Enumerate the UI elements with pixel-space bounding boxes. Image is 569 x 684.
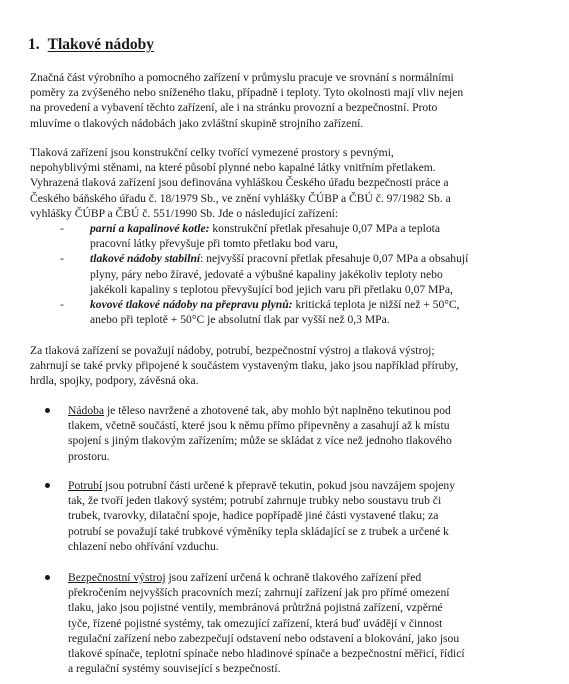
- intro-line: poměry za zvýšeného nebo sníženého tlaku, případně i teploty. Tyto okolnosti mají vliv nejen: [30, 86, 464, 100]
- component-text: chlazení nebo ohřívání vzduchu.: [68, 539, 219, 553]
- section-heading: [28, 36, 154, 54]
- device-type-term: parní a kapalinové kotle:: [90, 222, 210, 235]
- device-type-term: kovové tlakové nádoby na přepravu plynů:: [90, 298, 293, 312]
- device-type-list: [60, 221, 530, 327]
- device-type-text: anebo při teplotě + 50°C je absolutní tlak par vyšší než 0,3 MPa.: [90, 313, 390, 327]
- component-term: Nádoba: [68, 404, 105, 417]
- device-type-text: kritická teplota je nižší než + 50°C,: [292, 298, 460, 312]
- bullet-dot: [45, 575, 50, 580]
- device-type-item: [60, 251, 530, 297]
- definition-paragraph: [30, 145, 550, 221]
- definition-line: Vyhrazená tlaková zařízení jsou definována vyhláškou Českého úřadu bezpečnosti práce a: [30, 176, 449, 190]
- component-text: tlakem, včetně součástí, které jsou k němu přímo připevněny a zasahují až k místu: [68, 419, 450, 433]
- component-term: Potrubí: [68, 479, 103, 492]
- intro-paragraph: [30, 70, 550, 131]
- component-item-bezpecnostni-vystroj: [45, 570, 545, 676]
- component-text: prostoru.: [68, 449, 110, 463]
- dash-marker: -: [60, 222, 64, 235]
- component-text: tlaku, jako jsou pojistné ventily, membránová průtržná pojistná zařízení, vzpěrné: [68, 601, 443, 615]
- component-text: trubek, tvarovky, dilatační spoje, hadice popřípadě jiné části vystavené tlaku; za: [68, 509, 439, 523]
- device-type-text: jakékoli kapaliny s teplotou převyšující bod jejich varu při přetlaku 0,07 MPa,: [90, 282, 453, 296]
- component-text: tlakové spínače, teplotní spínače nebo hladinové spínače a bezpečnostní měřicí, řídicí: [68, 647, 465, 661]
- device-type-text: pracovní látky převyšuje při tomto přetlaku bod varu,: [90, 237, 338, 251]
- component-text: překročením nejvyšších pracovních mezí; zahrnují zařízení jak pro přímé omezení: [68, 586, 450, 600]
- definition-line: Tlaková zařízení jsou konstrukční celky tvořící vymezené prostory s pevnými,: [30, 146, 394, 159]
- device-type-text: konstrukční přetlak přesahuje 0,07 MPa a teplota: [209, 222, 441, 235]
- intro-line: Značná část výrobního a pomocného zařízení v průmyslu pracuje ve srovnání s normálními: [30, 71, 454, 84]
- device-type-text: plyny, páry nebo žíravé, jedovaté a výbušné kapaliny jakékoliv teploty nebo: [90, 267, 443, 281]
- definition-line: nepohyblivými stěnami, na které působí plynné nebo kapalné látky vnitřním přetlakem.: [30, 161, 436, 175]
- device-type-item: [60, 221, 530, 251]
- component-text: potrubí se považují také trubkové výměníky tepla skládající se z trubek a určené k: [68, 524, 449, 538]
- section-number: 1.: [28, 36, 40, 53]
- component-term: Bezpečnostní výstroj: [68, 571, 166, 584]
- component-list: [45, 403, 545, 464]
- scope-line: zahrnují se také prvky připojené k součástem vystaveným tlaku, jako jsou například příruby,: [30, 359, 459, 373]
- definition-line: vyhlášky ČÚBP a ČBÚ č. 551/1990 Sb. Jde o následující zařízení:: [30, 206, 339, 220]
- component-text: regulační zařízení nebo zabezpečují odstavení nebo odstavení a blokování, jako jsou: [68, 631, 460, 645]
- component-text: a regulační systémy související s bezpečností.: [68, 662, 281, 676]
- scope-line: hrdla, spojky, podpory, závěsná oka.: [30, 374, 199, 388]
- bullet-dot: [45, 408, 50, 413]
- device-type-term: tlakové nádoby stabilní: [90, 252, 201, 266]
- component-text: tyče, řízené pojistné systémy, tak omezující zařízení, která buď uvádějí v činnost: [68, 616, 443, 630]
- component-text: tak, že tvoří jeden tlakový systém; potrubí zahrnuje trubky nebo soustavu trub či: [68, 494, 442, 508]
- bullet-dot: [45, 483, 50, 488]
- device-type-text: : nejvyšší pracovní přetlak přesahuje 0,07 MPa a obsahují: [200, 252, 469, 266]
- component-list: [45, 570, 545, 676]
- scope-paragraph: [30, 343, 550, 389]
- device-type-item: [60, 297, 530, 327]
- component-text: jsou potrubní části určené k přepravě tekutin, pokud jsou navzájem spojeny: [102, 479, 456, 492]
- component-item-potrubi: [45, 478, 545, 554]
- dash-marker: -: [60, 252, 64, 266]
- definition-line: Českého báňského úřadu č. 18/1979 Sb., ve znění vyhlášky ČÚBP a ČBÚ č. 97/1982 Sb. a: [30, 191, 451, 205]
- component-item-nadoba: [45, 403, 545, 464]
- intro-line: na provedení a vybavení těchto zařízení, ale i na stránku provozní a bezpečnostní. Proto: [30, 101, 438, 115]
- intro-line: mluvíme o tlakových nádobách jako zvláštní skupině strojního zařízení.: [30, 116, 364, 130]
- section-title: Tlakové nádoby: [47, 36, 155, 53]
- component-text: spojení s jiným tlakovým zařízením; může se skládat z více než jednoho tlakového: [68, 434, 452, 448]
- component-list: [45, 478, 545, 554]
- component-text: jsou zařízení určená k ochraně tlakového zařízení před: [165, 571, 422, 584]
- scope-line: Za tlaková zařízení se považují nádoby, potrubí, bezpečnostní výstroj a tlaková výstroj;: [30, 344, 435, 357]
- component-text: je těleso navržené a zhotovené tak, aby mohlo být naplněno tekutinou pod: [104, 404, 451, 417]
- dash-marker: -: [60, 298, 64, 312]
